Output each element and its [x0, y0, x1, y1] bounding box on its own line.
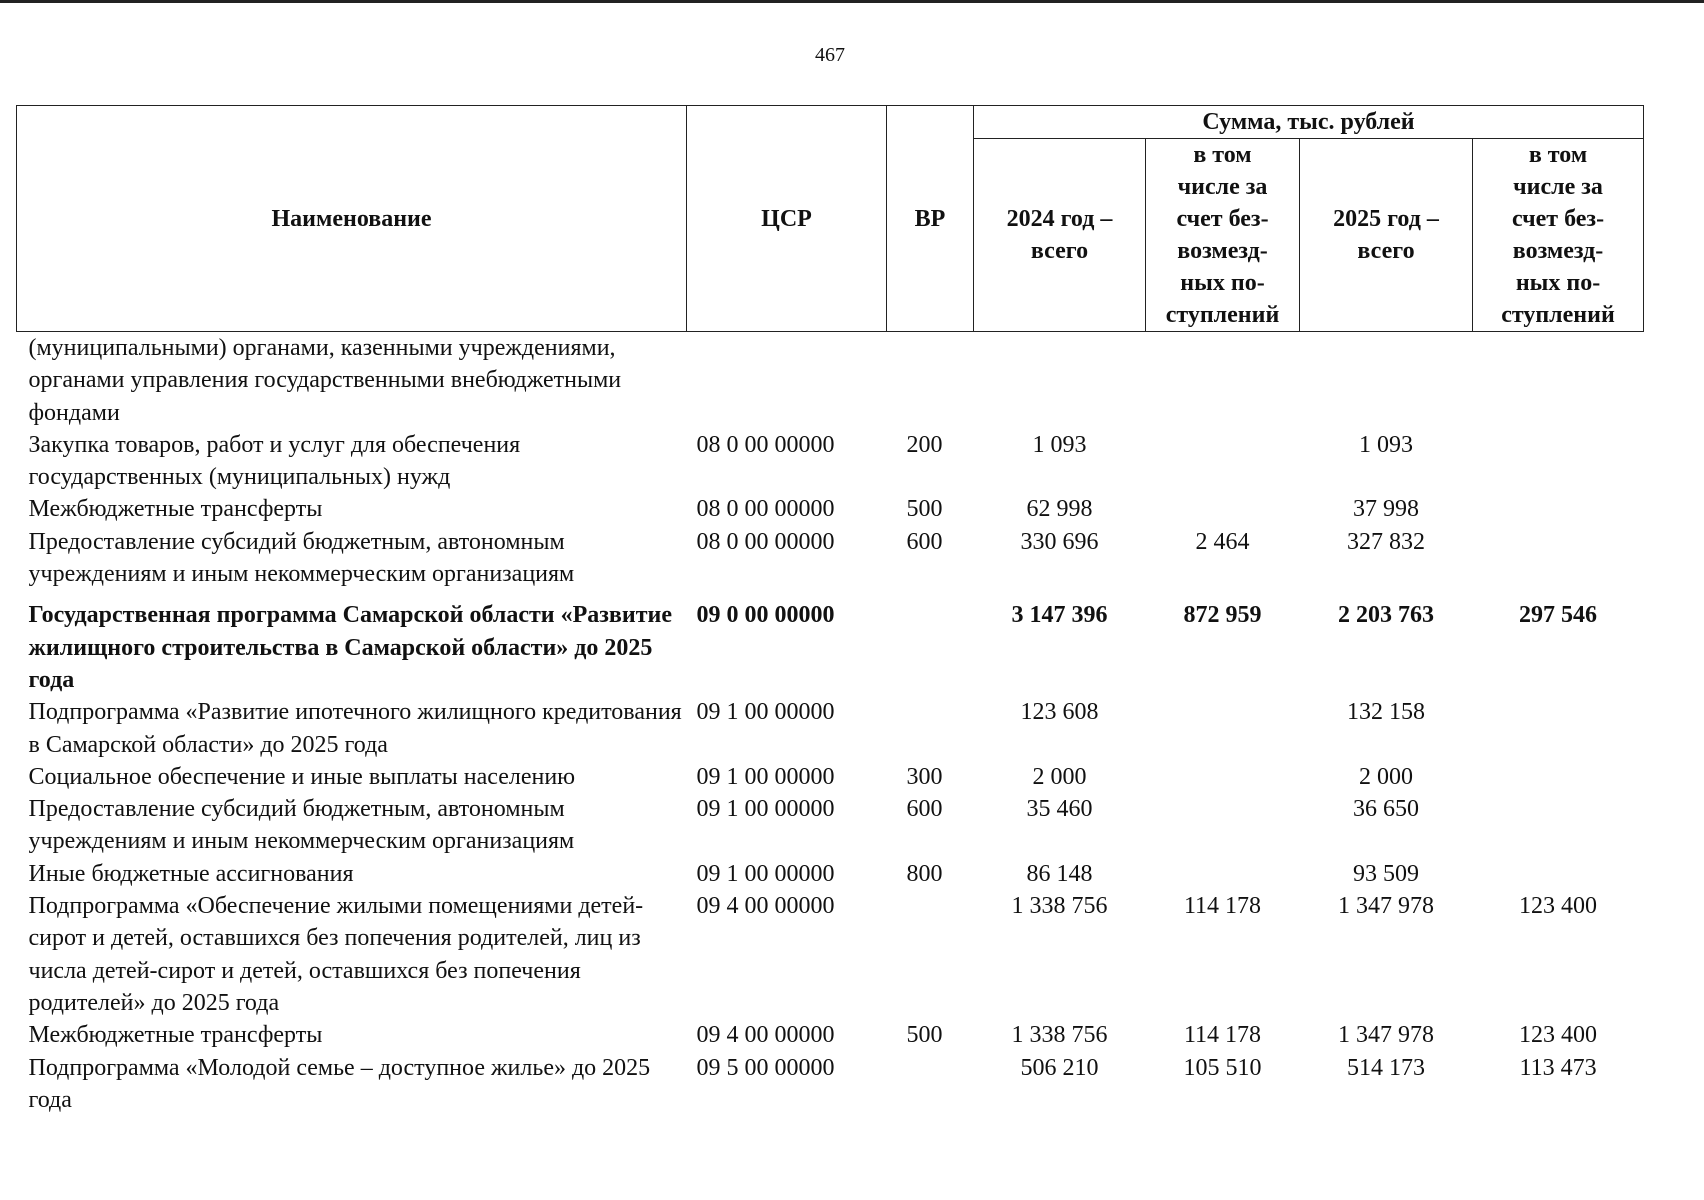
- cell-s2025: [1300, 332, 1473, 429]
- cell-s2024: 62 998: [1026, 496, 1093, 523]
- cell-b2024: [1146, 858, 1300, 890]
- cell-s2024: 1 338 756: [1011, 1022, 1108, 1049]
- cell-b2024: 872 959: [1183, 602, 1262, 629]
- cell-s2024: 35 460: [1026, 796, 1093, 823]
- cell-csr: 09 1 00 00000: [696, 763, 835, 790]
- table-row: [17, 493, 1644, 525]
- cell-vr: 200: [906, 431, 943, 458]
- cell-s2025: 37 998: [1353, 496, 1419, 523]
- header-sum-group: Сумма, тыс. рублей: [974, 106, 1644, 139]
- header-2024-total: 2024 год – всего: [974, 139, 1146, 332]
- table-row: [17, 696, 1644, 761]
- cell-s2025: 2 000: [1359, 763, 1413, 790]
- table-row: [17, 1019, 1644, 1051]
- cell-s2024: 3 147 396: [1011, 602, 1108, 629]
- cell-b2025: [1473, 761, 1644, 793]
- cell-vr: 600: [906, 796, 943, 823]
- cell-b2025: [1473, 493, 1644, 525]
- cell-s2025: 1 093: [1359, 431, 1413, 458]
- table-row: [17, 1052, 1644, 1117]
- cell-csr: 09 1 00 00000: [696, 796, 835, 823]
- cell-s2024: 2 000: [1032, 763, 1087, 790]
- cell-csr: 09 1 00 00000: [696, 860, 835, 887]
- cell-vr: [887, 332, 974, 429]
- table-row: [17, 526, 1644, 591]
- cell-s2025: 2 203 763: [1338, 602, 1434, 629]
- cell-name: Межбюджетные трансферты: [28, 496, 323, 523]
- header-name: Наименование: [17, 106, 687, 332]
- cell-csr: [687, 332, 887, 429]
- cell-vr: [887, 890, 974, 1019]
- cell-s2024: 506 210: [1020, 1054, 1099, 1081]
- cell-s2024: 86 148: [1026, 860, 1093, 887]
- table-row: [17, 761, 1644, 793]
- cell-vr: [887, 696, 974, 761]
- cell-b2024: 2 464: [1195, 528, 1250, 555]
- cell-csr: 09 4 00 00000: [696, 893, 835, 920]
- cell-s2025: 132 158: [1347, 699, 1425, 726]
- cell-s2025: 1 347 978: [1338, 1022, 1434, 1049]
- budget-table: [16, 105, 1644, 1116]
- cell-b2025: [1473, 526, 1644, 591]
- cell-b2024: [1146, 429, 1300, 494]
- cell-b2025: [1473, 332, 1644, 429]
- top-border-line: [0, 0, 1704, 3]
- cell-vr: 600: [906, 528, 943, 555]
- cell-b2025: [1473, 696, 1644, 761]
- cell-name: Предоставление субсидий бюджетным, автономным учреждениям и иным некоммерческим организациям: [28, 796, 575, 855]
- cell-s2024: 330 696: [1020, 528, 1099, 555]
- cell-b2024: 114 178: [1183, 893, 1262, 920]
- cell-b2024: [1146, 696, 1300, 761]
- cell-b2024: [1146, 332, 1300, 429]
- cell-vr: [887, 590, 974, 696]
- header-2025-total: 2025 год – всего: [1300, 139, 1473, 332]
- cell-vr: 500: [906, 496, 943, 523]
- cell-s2024: [974, 332, 1146, 429]
- cell-s2025: 36 650: [1353, 796, 1419, 823]
- cell-s2025: 327 832: [1347, 528, 1425, 555]
- cell-b2024: 105 510: [1183, 1054, 1262, 1081]
- header-2025-grants: в том числе за счет без- возмезд- ных по- ступлений: [1473, 139, 1644, 332]
- cell-b2024: [1146, 793, 1300, 858]
- table-row: [17, 858, 1644, 890]
- table-row: [17, 429, 1644, 494]
- table-header: [17, 106, 1644, 332]
- cell-name: Подпрограмма «Молодой семье – доступное жилье» до 2025 года: [28, 1054, 651, 1113]
- table-row: [17, 590, 1644, 696]
- table-row: [17, 890, 1644, 1019]
- cell-b2025: 123 400: [1519, 893, 1597, 920]
- cell-vr: 500: [906, 1022, 943, 1049]
- cell-b2024: [1146, 761, 1300, 793]
- table-body: [17, 332, 1644, 1117]
- cell-name: Иные бюджетные ассигнования: [28, 860, 354, 887]
- cell-s2025: 514 173: [1347, 1054, 1425, 1081]
- budget-table-container: [16, 105, 1643, 1116]
- cell-b2025: [1473, 429, 1644, 494]
- cell-csr: 08 0 00 00000: [696, 496, 835, 523]
- cell-b2024: [1146, 493, 1300, 525]
- header-csr: ЦСР: [687, 106, 887, 332]
- cell-b2025: 113 473: [1519, 1054, 1597, 1081]
- cell-name: Государственная программа Самарской области «Развитие жилищного строительства в Самарской области» до 2025 года: [28, 602, 672, 693]
- cell-b2025: [1473, 793, 1644, 858]
- cell-csr: 09 4 00 00000: [696, 1022, 835, 1049]
- cell-csr: 09 5 00 00000: [696, 1054, 835, 1081]
- cell-s2024: 1 338 756: [1011, 893, 1108, 920]
- cell-name: Социальное обеспечение и иные выплаты населению: [28, 763, 576, 790]
- cell-vr: 800: [906, 860, 943, 887]
- page-number: 467: [815, 44, 845, 66]
- cell-s2025: 1 347 978: [1338, 893, 1434, 920]
- cell-csr: 08 0 00 00000: [696, 431, 835, 458]
- cell-csr: 09 0 00 00000: [696, 602, 835, 629]
- cell-name: Закупка товаров, работ и услуг для обеспечения государственных (муниципальных) нужд: [28, 431, 521, 491]
- header-2024-grants: в том числе за счет без- возмезд- ных по- ступлений: [1146, 139, 1300, 332]
- cell-s2024: 1 093: [1032, 431, 1087, 458]
- cell-name: Предоставление субсидий бюджетным, автономным учреждениям и иным некоммерческим организациям: [28, 528, 575, 588]
- cell-s2024: 123 608: [1020, 699, 1099, 726]
- cell-vr: 300: [906, 763, 943, 790]
- table-row: [17, 332, 1644, 429]
- cell-name: Межбюджетные трансферты: [28, 1022, 323, 1049]
- cell-csr: 08 0 00 00000: [696, 528, 835, 555]
- cell-name: Подпрограмма «Обеспечение жилыми помещениями детей-сирот и детей, оставшихся без попечения родителей, лиц из числа детей-сирот и детей, оставшихся без попечения родителей» до 2025 года: [28, 893, 644, 1016]
- cell-b2025: [1473, 858, 1644, 890]
- cell-name: Подпрограмма «Развитие ипотечного жилищного кредитования в Самарской области» до 2025 года: [28, 699, 682, 758]
- table-row: [17, 793, 1644, 858]
- cell-name: (муниципальными) органами, казенными учреждениями, органами управления государственными внебюджетными фондами: [28, 335, 622, 426]
- cell-b2024: 114 178: [1183, 1022, 1262, 1049]
- cell-b2025: 297 546: [1519, 602, 1597, 629]
- cell-b2025: 123 400: [1519, 1022, 1597, 1049]
- cell-s2025: 93 509: [1353, 860, 1419, 887]
- header-vr: ВР: [887, 106, 974, 332]
- cell-vr: [887, 1052, 974, 1117]
- cell-csr: 09 1 00 00000: [696, 699, 835, 726]
